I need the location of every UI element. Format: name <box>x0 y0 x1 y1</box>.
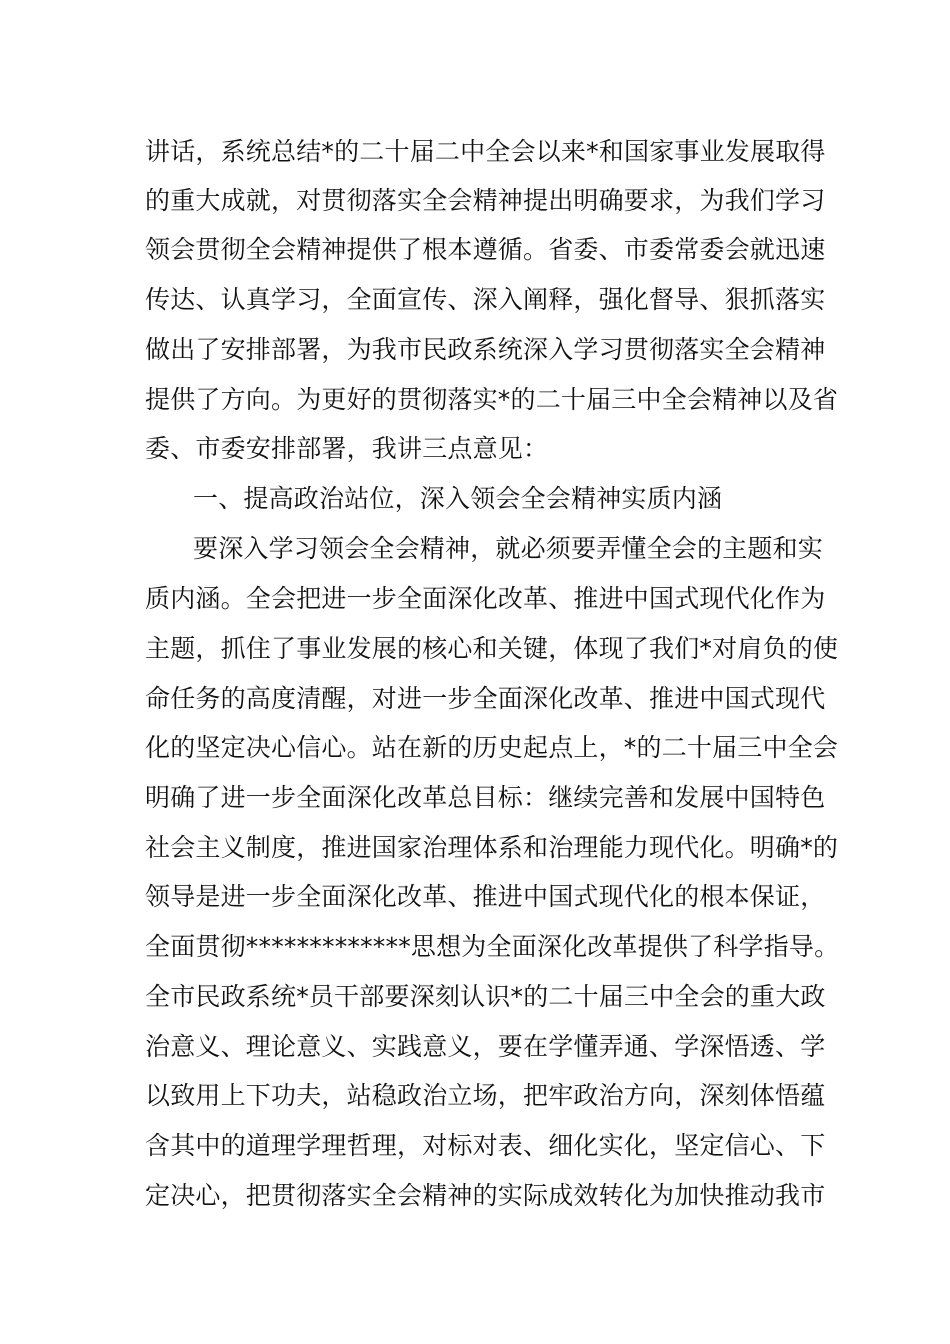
body-text-line: 委、市委安排部署，我讲三点意见： <box>145 434 549 463</box>
body-text-line: 治意义、理论意义、实践意义，要在学懂弄通、学深悟透、学 <box>145 1032 826 1061</box>
body-text-line: 主题，抓住了事业发展的核心和关键，体现了我们*对肩负的使 <box>145 634 839 663</box>
body-text-line: 命任务的高度清醒，对进一步全面深化改革、推进中国式现代 <box>145 684 826 713</box>
body-text-line: 全面贯彻*************思想为全面深化改革提供了科学指导。 <box>145 932 840 961</box>
body-text-line: 质内涵。全会把进一步全面深化改革、推进中国式现代化作为 <box>145 584 826 613</box>
body-text-line: 化的坚定决心信心。站在新的历史起点上，*的二十届三中全会 <box>145 733 839 762</box>
body-text-line: 含其中的道理学理哲理，对标对表、细化实化，坚定信心、下 <box>145 1131 826 1160</box>
body-text-line: 传达、认真学习，全面宣传、深入阐释，强化督导、狠抓落实 <box>145 285 826 314</box>
body-text-line: 社会主义制度，推进国家治理体系和治理能力现代化。明确*的 <box>145 833 839 862</box>
body-text-line: 全市民政系统*员干部要深刻认识*的二十届三中全会的重大政 <box>145 982 826 1011</box>
body-text-line: 提供了方向。为更好的贯彻落实*的二十届三中全会精神以及省 <box>145 385 839 414</box>
body-text-line: 的重大成就，对贯彻落实全会精神提出明确要求，为我们学习 <box>145 186 826 215</box>
body-text-line: 明确了进一步全面深化改革总目标：继续完善和发展中国特色 <box>145 783 826 812</box>
body-text-line: 要深入学习领会全会精神，就必须要弄懂全会的主题和实 <box>193 534 824 563</box>
section-heading: 一、提高政治站位，深入领会全会精神实质内涵 <box>193 484 723 513</box>
body-text-line: 做出了安排部署，为我市民政系统深入学习贯彻落实全会精神 <box>145 335 826 364</box>
body-text-line: 以致用上下功夫，站稳政治立场，把牢政治方向，深刻体悟蕴 <box>145 1081 826 1110</box>
body-text-line: 领导是进一步全面深化改革、推进中国式现代化的根本保证， <box>145 882 826 911</box>
body-text-line: 定决心，把贯彻落实全会精神的实际成效转化为加快推动我市 <box>145 1181 826 1210</box>
body-text-line: 讲话，系统总结*的二十届二中全会以来*和国家事业发展取得 <box>145 137 826 166</box>
body-text-line: 领会贯彻全会精神提供了根本遵循。省委、市委常委会就迅速 <box>145 235 826 264</box>
